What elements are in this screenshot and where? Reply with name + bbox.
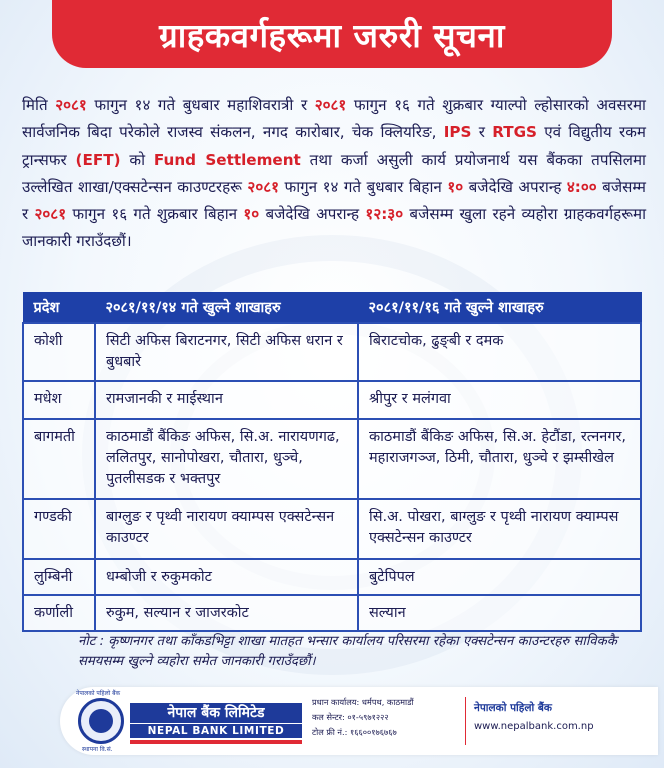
day2-branches-cell: काठमाडौं बैंकिङ अफिस, सि.अ. हेटौंडा, रत्ननगर, महाराजगञ्ज, ठिमी, चौतारा, धुञ्चे र झम्सीखेल (358, 419, 641, 499)
day1-branches-cell: रामजानकी र माईस्थान (95, 381, 358, 419)
province-cell: लुम्बिनी (23, 559, 95, 595)
day1-branches-cell: धम्बोजी र रुकुमकोट (95, 559, 358, 595)
day2-branches-cell: बुटेपिपल (358, 559, 641, 595)
brand-name-nepali: नेपाल बैंक लिमिटेड (130, 703, 302, 723)
notice-time: ४:०० (566, 177, 597, 196)
table-row (23, 595, 641, 631)
footer-divider (465, 697, 466, 745)
notice-ips: IPS (443, 123, 472, 142)
day2-branches-cell: सि.अ. पोखरा, बाग्लुङ र पृथ्वी नारायण क्याम्पस एक्सटेन्सन काउण्टर (358, 499, 641, 559)
page-title: ग्राहकवर्गहरूमा जरुरी सूचना (159, 15, 505, 55)
notice-text: फागुन १४ गते बुधबार बिहान (279, 177, 448, 196)
footer-bar (60, 687, 658, 755)
notice-text: फागुन १६ गते शुक्रबार ग्याल्पो ल्होसारको अवसरमा सार्वजनिक बिदा परेकोले राजस्व संकलन, नगद कारोबार, चेक क्लियरिङ, (22, 96, 646, 142)
notice-fund-settlement: Fund Settlement (153, 150, 301, 169)
emblem-bottom-text: स्थापना वि.सं. (82, 746, 113, 753)
notice-time: १० (243, 205, 260, 224)
emblem-top-text: नेपालको पहिलो बैंक (76, 690, 121, 697)
notice-text: को (120, 150, 154, 169)
notice-eft: (EFT) (75, 150, 121, 169)
notice-date: २०८१ (247, 177, 280, 196)
notice-time: १० (447, 177, 464, 196)
notice-text: बजेसम्म र (22, 177, 646, 224)
table-row (23, 381, 641, 419)
table-row (23, 323, 641, 381)
day2-branches-cell: सल्यान (358, 595, 641, 631)
toll-free: टोल फ्री नं.: १६६००१७६७६७ (312, 727, 397, 737)
bank-emblem-icon (78, 698, 124, 744)
notice-paragraph (22, 92, 646, 256)
day2-branches-cell: बिराटचोक, ढुङ्बी र दमक (358, 323, 641, 381)
notice-text: र (471, 123, 493, 142)
province-cell: कर्णाली (23, 595, 95, 631)
nepal-bank-logo (74, 690, 306, 753)
province-cell: कोशी (23, 323, 95, 381)
notice-time: १२:३० (365, 205, 404, 224)
header-day1-branches: २०८१/११/१४ गते खुल्ने शाखाहरु (95, 293, 358, 323)
notice-date: २०८१ (55, 96, 87, 114)
title-banner (52, 0, 612, 68)
table-row (23, 419, 641, 499)
notice-text: फागुन १६ गते शुक्रबार बिहान (66, 205, 244, 224)
notice-text: बजेदेखि अपरान्ह (259, 205, 366, 224)
website-link[interactable]: www.nepalbank.com.np (474, 721, 594, 732)
notice-text: एवं विद्युतीय रकम ट्रान्सफर (22, 123, 646, 169)
table-row (23, 559, 641, 595)
header-province: प्रदेश (23, 293, 95, 323)
brand-name-english: NEPAL BANK LIMITED (130, 724, 302, 738)
day2-branches-cell: श्रीपुर र मलंगवा (358, 381, 641, 419)
contact-info (312, 695, 462, 740)
province-cell: मधेश (23, 381, 95, 419)
tagline: नेपालको पहिलो बैंक (474, 702, 552, 714)
day1-branches-cell: रुकुम, सल्यान र जाजरकोट (95, 595, 358, 631)
day1-branches-cell: काठमाडौं बैंकिङ अफिस, सि.अ. नारायणगढ, ललितपुर, सानोपोखरा, चौतारा, धुञ्चे, पुतलीसडक र भक्तपुर (95, 419, 358, 499)
notice-text: बजेदेखि अपरान्ह (463, 177, 567, 196)
day1-branches-cell: सिटी अफिस बिराटनगर, सिटी अफिस धरान र बुधबारे (95, 323, 358, 381)
call-center: कल सेन्टर: ०१-५९७१२२२ (312, 712, 389, 722)
table-header-row (23, 293, 641, 323)
province-cell: बागमती (23, 419, 95, 499)
notice-text: तथा कर्जा असुली कार्य प्रयोजनार्थ यस बैंकका तपसिलमा उल्लेखित शाखा/एक्सटेन्सन काउण्टरहरू (22, 150, 646, 196)
day1-branches-cell: बाग्लुङ र पृथ्वी नारायण क्याम्पस एक्सटेन्सन काउण्टर (95, 499, 358, 559)
notice-text: फागुन १४ गते बुधबार महाशिवरात्री र (86, 96, 315, 114)
head-office: प्रधान कार्यालय: धर्मपथ, काठमाडौं (312, 697, 414, 707)
table-row (23, 499, 641, 559)
brand-underline (130, 740, 302, 744)
notice-rtgs: RTGS (492, 123, 537, 142)
header-day2-branches: २०८१/११/१६ गते खुल्ने शाखाहरु (358, 293, 641, 323)
branch-schedule-table (22, 292, 642, 632)
notice-date: २०८१ (34, 205, 67, 224)
notice-text: मिति (22, 96, 56, 114)
footnote: नोट : कृष्णनगर तथा काँकडभिट्टा शाखा मातहत भन्सार कार्यालय परिसरमा रहेका एक्सटेन्सन काउन्टरहरु साविककै समयसम्म खुल्ने व्यहोरा समेत जानकारी गराउँदछौं। (78, 634, 617, 669)
province-cell: गण्डकी (23, 499, 95, 559)
notice-date: २०८१ (314, 96, 347, 114)
notice-text: बजेसम्म खुला रहने व्यहोरा ग्राहकवर्गहरूमा जानकारी गराउँदछौं। (22, 205, 647, 251)
